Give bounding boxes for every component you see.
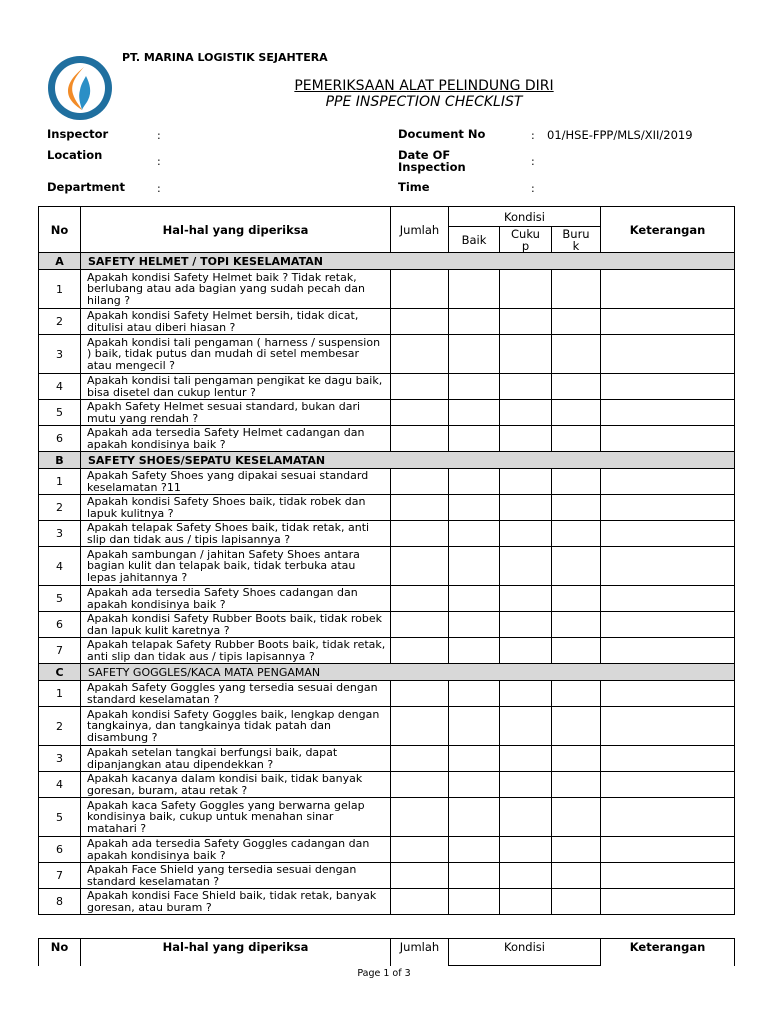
cukup-cell[interactable] (500, 612, 552, 638)
cukup-cell[interactable] (500, 374, 552, 400)
section-code: B (39, 452, 81, 469)
buruk-cell[interactable] (552, 270, 601, 309)
keterangan-cell[interactable] (601, 521, 735, 547)
baik-cell[interactable] (449, 469, 500, 495)
section-title: SAFETY GOGGLES/KACA MATA PENGAMAN (81, 664, 735, 681)
inspection-item-text: Apakah kondisi Safety Helmet baik ? Tidak retak, berlubang atau ada bagian yang sudah pecah dan hilang ? (81, 270, 391, 309)
section-code: C (39, 664, 81, 681)
cukup-cell[interactable] (500, 638, 552, 664)
baik-cell[interactable] (449, 638, 500, 664)
row-number: 7 (39, 638, 81, 664)
row-number: 4 (39, 772, 81, 798)
cukup-cell[interactable] (500, 547, 552, 586)
cukup-cell[interactable] (500, 837, 552, 863)
location-label: Location (47, 148, 103, 162)
jumlah-cell[interactable] (391, 335, 449, 374)
row-number: 3 (39, 746, 81, 772)
inspection-item-text: Apakah kaca Safety Goggles yang berwarna gelap kondisinya baik, cukup untuk menahan sinar matahari ? (81, 798, 391, 837)
cukup-cell[interactable] (500, 798, 552, 837)
jumlah-cell[interactable] (391, 374, 449, 400)
buruk-cell[interactable] (552, 547, 601, 586)
jumlah-cell[interactable] (391, 746, 449, 772)
keterangan-cell[interactable] (601, 335, 735, 374)
col-items-header-repeat: Hal-hal yang diperiksa (81, 939, 391, 966)
col-no-header-repeat: No (39, 939, 81, 966)
inspection-item-text: Apakah kacanya dalam kondisi baik, tidak banyak goresan, buram, atau retak ? (81, 772, 391, 798)
cukup-cell[interactable] (500, 772, 552, 798)
keterangan-cell[interactable] (601, 612, 735, 638)
cukup-cell[interactable] (500, 586, 552, 612)
baik-cell[interactable] (449, 863, 500, 889)
jumlah-cell[interactable] (391, 309, 449, 335)
row-number: 1 (39, 469, 81, 495)
baik-cell[interactable] (449, 495, 500, 521)
keterangan-cell[interactable] (601, 469, 735, 495)
location-colon: : (157, 155, 161, 168)
checklist-body (39, 253, 735, 915)
buruk-cell[interactable] (552, 495, 601, 521)
col-keterangan-header-repeat: Keterangan (601, 939, 735, 966)
keterangan-cell[interactable] (601, 547, 735, 586)
baik-cell[interactable] (449, 374, 500, 400)
col-buruk-header: Buru k (552, 227, 601, 253)
checklist-table (38, 206, 735, 915)
jumlah-cell[interactable] (391, 612, 449, 638)
time-colon: : (531, 182, 535, 195)
checklist-row (39, 426, 735, 452)
baik-cell[interactable] (449, 837, 500, 863)
inspection-item-text: Apakah ada tersedia Safety Shoes cadangan dan apakah kondisinya baik ? (81, 586, 391, 612)
baik-cell[interactable] (449, 707, 500, 746)
row-number: 3 (39, 521, 81, 547)
inspection-item-text: Apakah Face Shield yang tersedia sesuai dengan standard keselamatan ? (81, 863, 391, 889)
date-colon: : (531, 155, 535, 168)
buruk-cell[interactable] (552, 426, 601, 452)
baik-cell[interactable] (449, 681, 500, 707)
buruk-cell[interactable] (552, 374, 601, 400)
inspection-item-text: Apakah telapak Safety Shoes baik, tidak retak, anti slip dan tidak aus / tipis lapisannya ? (81, 521, 391, 547)
keterangan-cell[interactable] (601, 772, 735, 798)
baik-cell[interactable] (449, 426, 500, 452)
checklist-row (39, 798, 735, 837)
section-title: SAFETY HELMET / TOPI KESELAMATAN (81, 253, 735, 270)
section-title: SAFETY SHOES/SEPATU KESELAMATAN (81, 452, 735, 469)
keterangan-cell[interactable] (601, 707, 735, 746)
checklist-row (39, 707, 735, 746)
inspection-item-text: Apakah ada tersedia Safety Helmet cadangan dan apakah kondisinya baik ? (81, 426, 391, 452)
checklist-row (39, 772, 735, 798)
keterangan-cell[interactable] (601, 889, 735, 915)
row-number: 3 (39, 335, 81, 374)
checklist-row (39, 495, 735, 521)
col-baik-header: Baik (449, 227, 500, 253)
row-number: 1 (39, 270, 81, 309)
checklist-row (39, 681, 735, 707)
keterangan-cell[interactable] (601, 270, 735, 309)
col-no-header: No (39, 207, 81, 253)
col-jumlah-header: Jumlah (391, 207, 449, 253)
buruk-cell[interactable] (552, 335, 601, 374)
cukup-cell[interactable] (500, 681, 552, 707)
row-number: 4 (39, 547, 81, 586)
keterangan-cell[interactable] (601, 681, 735, 707)
inspection-item-text: Apakah telapak Safety Rubber Boots baik, tidak retak, anti slip dan tidak aus / tipis lapisannya ? (81, 638, 391, 664)
inspection-item-text: Apakah kondisi Safety Rubber Boots baik, tidak robek dan lapuk kulit karetnya ? (81, 612, 391, 638)
cukup-cell[interactable] (500, 270, 552, 309)
inspection-item-text: Apakah sambungan / jahitan Safety Shoes antara bagian kulit dan telapak baik, tidak terbuka atau lepas jahitannya ? (81, 547, 391, 586)
inspection-item-text: Apakh Safety Helmet sesuai standard, bukan dari mutu yang rendah ? (81, 400, 391, 426)
jumlah-cell[interactable] (391, 863, 449, 889)
inspector-colon: : (157, 129, 161, 142)
checklist-row (39, 586, 735, 612)
cukup-cell[interactable] (500, 495, 552, 521)
row-number: 4 (39, 374, 81, 400)
keterangan-cell[interactable] (601, 400, 735, 426)
buruk-cell[interactable] (552, 638, 601, 664)
inspection-item-text: Apakah Safety Goggles yang tersedia sesuai dengan standard keselamatan ? (81, 681, 391, 707)
checklist-row (39, 309, 735, 335)
col-kondisi-header-repeat: Kondisi (449, 939, 601, 966)
cukup-cell[interactable] (500, 335, 552, 374)
title-indonesian: PEMERIKSAAN ALAT PELINDUNG DIRI (294, 78, 554, 94)
jumlah-cell[interactable] (391, 547, 449, 586)
buruk-cell[interactable] (552, 707, 601, 746)
buruk-cell[interactable] (552, 400, 601, 426)
cukup-cell[interactable] (500, 309, 552, 335)
buruk-cell[interactable] (552, 309, 601, 335)
inspector-label: Inspector (47, 127, 109, 141)
buruk-cell[interactable] (552, 889, 601, 915)
department-colon: : (157, 182, 161, 195)
baik-cell[interactable] (449, 746, 500, 772)
time-label: Time (398, 180, 430, 194)
keterangan-cell[interactable] (601, 495, 735, 521)
jumlah-cell[interactable] (391, 889, 449, 915)
cukup-cell[interactable] (500, 889, 552, 915)
cukup-cell[interactable] (500, 863, 552, 889)
keterangan-cell[interactable] (601, 309, 735, 335)
buruk-cell[interactable] (552, 586, 601, 612)
jumlah-cell[interactable] (391, 707, 449, 746)
date-label-line1: Date OF (398, 148, 451, 162)
cukup-cell[interactable] (500, 469, 552, 495)
row-number: 1 (39, 681, 81, 707)
keterangan-cell[interactable] (601, 837, 735, 863)
row-number: 2 (39, 495, 81, 521)
section-code: A (39, 253, 81, 270)
section-header-row (39, 452, 735, 469)
document-no-colon: : (531, 129, 535, 142)
checklist-row (39, 837, 735, 863)
checklist-row (39, 547, 735, 586)
checklist-row (39, 521, 735, 547)
jumlah-cell[interactable] (391, 772, 449, 798)
page-number: Page 1 of 3 (357, 968, 411, 979)
section-header-row (39, 253, 735, 270)
buruk-cell[interactable] (552, 612, 601, 638)
inspection-item-text: Apakah kondisi tali pengaman pengikat ke dagu baik, bisa disetel dan cukup lentur ? (81, 374, 391, 400)
baik-cell[interactable] (449, 270, 500, 309)
keterangan-cell[interactable] (601, 586, 735, 612)
row-number: 2 (39, 707, 81, 746)
inspection-item-text: Apakah kondisi Safety Goggles baik, lengkap dengan tangkainya, dan tangkainya tidak patah dan disambung ? (81, 707, 391, 746)
buruk-cell[interactable] (552, 681, 601, 707)
buruk-cell[interactable] (552, 837, 601, 863)
jumlah-cell[interactable] (391, 426, 449, 452)
document-no-label: Document No (398, 127, 486, 141)
baik-cell[interactable] (449, 798, 500, 837)
row-number: 5 (39, 400, 81, 426)
cukup-cell[interactable] (500, 707, 552, 746)
inspection-item-text: Apakah kondisi tali pengaman ( harness / suspension ) baik, tidak putus dan mudah di setel membesar atau mengecil ? (81, 335, 391, 374)
baik-cell[interactable] (449, 335, 500, 374)
cukup-cell[interactable] (500, 400, 552, 426)
keterangan-cell[interactable] (601, 798, 735, 837)
keterangan-cell[interactable] (601, 374, 735, 400)
row-number: 5 (39, 798, 81, 837)
jumlah-cell[interactable] (391, 681, 449, 707)
baik-cell[interactable] (449, 521, 500, 547)
col-cukup-header: Cuku p (500, 227, 552, 253)
buruk-cell[interactable] (552, 469, 601, 495)
baik-cell[interactable] (449, 586, 500, 612)
col-kondisi-header: Kondisi (449, 207, 601, 227)
keterangan-cell[interactable] (601, 638, 735, 664)
jumlah-cell[interactable] (391, 638, 449, 664)
buruk-cell[interactable] (552, 772, 601, 798)
keterangan-cell[interactable] (601, 863, 735, 889)
col-jumlah-header-repeat: Jumlah (391, 939, 449, 966)
jumlah-cell[interactable] (391, 469, 449, 495)
checklist-row (39, 374, 735, 400)
jumlah-cell[interactable] (391, 495, 449, 521)
inspection-item-text: Apakah Safety Shoes yang dipakai sesuai standard keselamatan ?11 (81, 469, 391, 495)
inspection-item-text: Apakah setelan tangkai berfungsi baik, dapat dipanjangkan atau dipendekkan ? (81, 746, 391, 772)
cukup-cell[interactable] (500, 746, 552, 772)
row-number: 6 (39, 426, 81, 452)
row-number: 8 (39, 889, 81, 915)
baik-cell[interactable] (449, 547, 500, 586)
checklist-row (39, 889, 735, 915)
inspection-item-text: Apakah kondisi Face Shield baik, tidak retak, banyak goresan, atau buram ? (81, 889, 391, 915)
checklist-row (39, 746, 735, 772)
inspection-item-text: Apakah kondisi Safety Shoes baik, tidak robek dan lapuk kulitnya ? (81, 495, 391, 521)
checklist-row (39, 612, 735, 638)
keterangan-cell[interactable] (601, 426, 735, 452)
checklist-row (39, 469, 735, 495)
section-header-row (39, 664, 735, 681)
row-number: 6 (39, 612, 81, 638)
jumlah-cell[interactable] (391, 521, 449, 547)
jumlah-cell[interactable] (391, 270, 449, 309)
checklist-row (39, 863, 735, 889)
col-keterangan-header: Keterangan (601, 207, 735, 253)
cukup-cell[interactable] (500, 426, 552, 452)
checklist-row (39, 335, 735, 374)
next-page-header-table (38, 938, 735, 966)
col-items-header: Hal-hal yang diperiksa (81, 207, 391, 253)
company-name: PT. MARINA LOGISTIK SEJAHTERA (122, 51, 328, 64)
row-number: 7 (39, 863, 81, 889)
keterangan-cell[interactable] (601, 746, 735, 772)
jumlah-cell[interactable] (391, 798, 449, 837)
title-english: PPE INSPECTION CHECKLIST (325, 94, 523, 110)
checklist-row (39, 270, 735, 309)
baik-cell[interactable] (449, 772, 500, 798)
checklist-row (39, 400, 735, 426)
buruk-cell[interactable] (552, 798, 601, 837)
checklist-row (39, 638, 735, 664)
buruk-cell[interactable] (552, 521, 601, 547)
jumlah-cell[interactable] (391, 400, 449, 426)
jumlah-cell[interactable] (391, 837, 449, 863)
buruk-cell[interactable] (552, 746, 601, 772)
buruk-cell[interactable] (552, 863, 601, 889)
row-number: 6 (39, 837, 81, 863)
document-no-value: 01/HSE-FPP/MLS/XII/2019 (547, 128, 693, 142)
row-number: 2 (39, 309, 81, 335)
baik-cell[interactable] (449, 889, 500, 915)
date-label-line2: Inspection (398, 160, 466, 174)
baik-cell[interactable] (449, 612, 500, 638)
row-number: 5 (39, 586, 81, 612)
baik-cell[interactable] (449, 400, 500, 426)
cukup-cell[interactable] (500, 521, 552, 547)
baik-cell[interactable] (449, 309, 500, 335)
inspection-item-text: Apakah kondisi Safety Helmet bersih, tidak dicat, ditulisi atau diberi hiasan ? (81, 309, 391, 335)
department-label: Department (47, 180, 125, 194)
inspection-item-text: Apakah ada tersedia Safety Goggles cadangan dan apakah kondisinya baik ? (81, 837, 391, 863)
jumlah-cell[interactable] (391, 586, 449, 612)
